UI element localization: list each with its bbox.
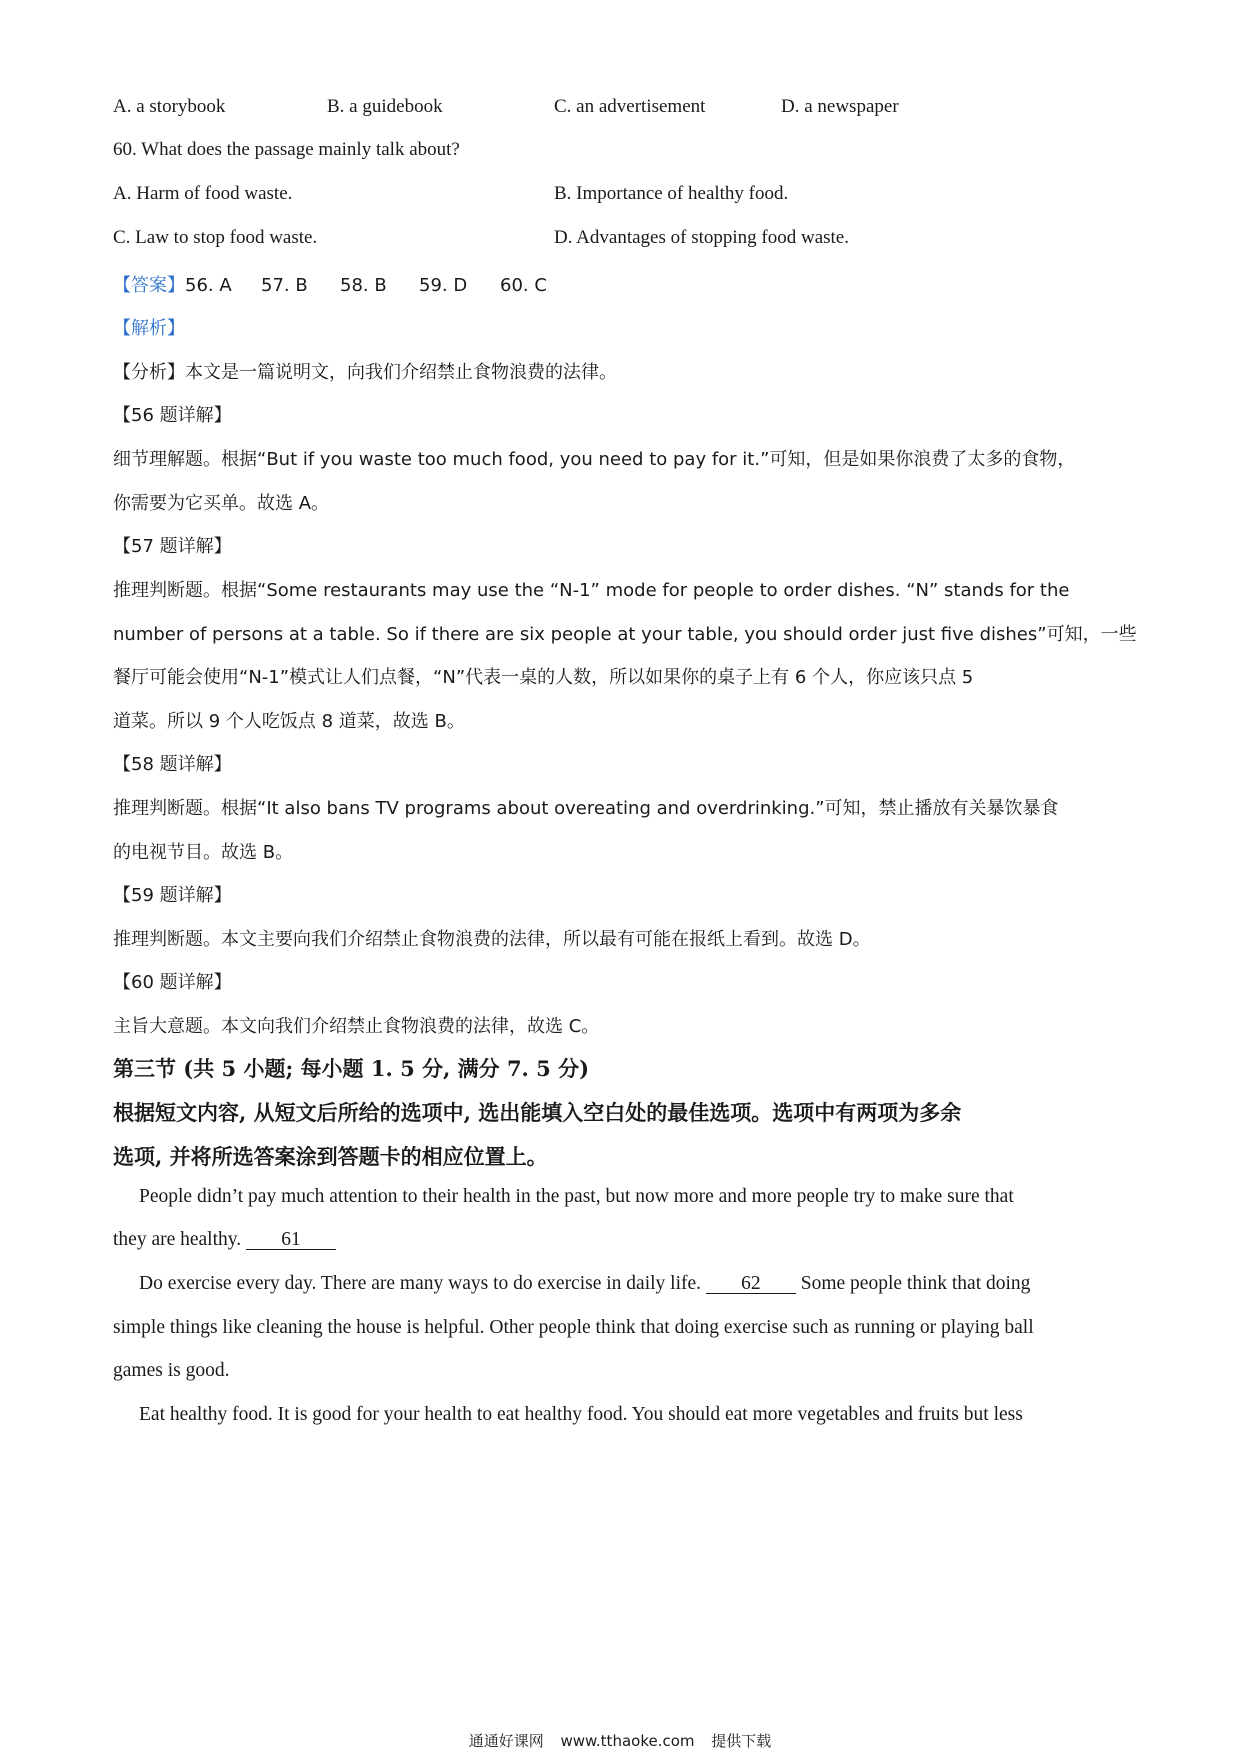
q57-line: 餐厅可能会使用“N-1”模式让人们点餐，“N”代表一桌的人数，所以如果你的桌子上有 6 个人，你应该只点 5 — [113, 667, 974, 688]
q56-line: 你需要为它买单。故选 A。 — [113, 493, 330, 514]
q57-line: 推理判断题。根据“Some restaurants may use the “N-1” mode for people to order dishes. “N” stands for the — [113, 580, 1070, 601]
q59-line: 推理判断题。本文主要向我们介绍禁止食物浪费的法律，所以最有可能在报纸上看到。故选 D。 — [113, 929, 871, 950]
footer-note: 提供下载 — [711, 1732, 772, 1750]
footer-site-name: 通通好课网 — [468, 1732, 544, 1750]
answer-item: 57. B — [261, 275, 308, 296]
q60-option-c: C. Law to stop food waste. — [113, 227, 318, 248]
q59-option-a: A. a storybook — [113, 96, 226, 117]
blank-62: 62 — [706, 1275, 796, 1294]
q60-detail-line: 主旨大意题。本文向我们介绍禁止食物浪费的法律，故选 C。 — [113, 1016, 600, 1037]
passage-line: People didn’t pay much attention to their health in the past, but now more and more people try to make sure that — [139, 1186, 1014, 1207]
footer-url[interactable]: www.tthaoke.com — [560, 1732, 695, 1750]
q60-detail-title: 【60 题详解】 — [113, 972, 232, 993]
q60-stem: 60. What does the passage mainly talk about? — [113, 139, 460, 160]
q60-option-a: A. Harm of food waste. — [113, 183, 293, 204]
passage-line: Eat healthy food. It is good for your health to eat healthy food. You should eat more vegetables and fruits but less — [139, 1404, 1023, 1425]
passage-line — [113, 1229, 336, 1251]
q58-title: 【58 题详解】 — [113, 754, 232, 775]
answer-item: 56. A — [185, 275, 232, 296]
q59-title: 【59 题详解】 — [113, 885, 232, 906]
answer-line — [113, 271, 547, 297]
q59-option-b: B. a guidebook — [327, 96, 443, 117]
q56-title: 【56 题详解】 — [113, 405, 232, 426]
q59-option-d: D. a newspaper — [781, 96, 899, 117]
q60-option-b: B. Importance of healthy food. — [554, 183, 789, 204]
passage-text: they are healthy. — [113, 1229, 242, 1250]
q57-line: 道菜。所以 9 个人吃饭点 8 道菜，故选 B。 — [113, 711, 465, 732]
passage-line — [139, 1273, 1030, 1295]
section-instructions: 选项, 并将所选答案涂到答题卡的相应位置上。 — [113, 1144, 548, 1169]
answer-item: 59. D — [419, 275, 468, 296]
answer-tag: 【答案】 — [113, 275, 185, 296]
passage-text: Do exercise every day. There are many ways to do exercise in daily life. — [139, 1273, 702, 1294]
passage-text: Some people think that doing — [800, 1273, 1031, 1294]
section-instructions: 根据短文内容, 从短文后所给的选项中, 选出能填入空白处的最佳选项。选项中有两项为多余 — [113, 1100, 962, 1125]
passage-line: games is good. — [113, 1360, 230, 1381]
blank-61: 61 — [246, 1231, 336, 1250]
q58-line: 推理判断题。根据“It also bans TV programs about overeating and overdrinking.”可知，禁止播放有关暴饮暴食 — [113, 798, 1059, 819]
q59-option-c: C. an advertisement — [554, 96, 706, 117]
passage-line: simple things like cleaning the house is helpful. Other people think that doing exercise such as running or playing ball — [113, 1317, 1034, 1338]
q60-option-d: D. Advantages of stopping food waste. — [554, 227, 849, 248]
q58-line: 的电视节目。故选 B。 — [113, 842, 294, 863]
page-footer — [0, 1730, 1240, 1751]
analysis-tag: 【解析】 — [113, 318, 185, 339]
q57-line: number of persons at a table. So if there are six people at your table, you should order just five dishes”可知，一些 — [113, 624, 1137, 645]
answer-item: 58. B — [340, 275, 387, 296]
q57-title: 【57 题详解】 — [113, 536, 232, 557]
section-heading: 第三节 (共 5 小题; 每小题 1. 5 分, 满分 7. 5 分) — [113, 1056, 590, 1081]
analysis-summary: 【分析】本文是一篇说明文，向我们介绍禁止食物浪费的法律。 — [113, 362, 617, 383]
q56-line: 细节理解题。根据“But if you waste too much food, you need to pay for it.”可知，但是如果你浪费了太多的食物， — [113, 449, 1076, 470]
answer-item: 60. C — [500, 275, 547, 296]
